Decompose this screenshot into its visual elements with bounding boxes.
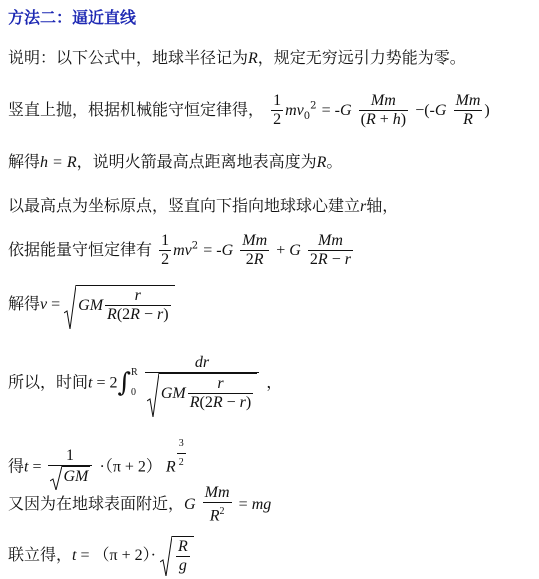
section-heading: 方法二：逼近直线	[8, 8, 137, 27]
final-result-line: 联立得，t = （π + 2）· $\frac{R}{g}$	[8, 536, 194, 575]
explanation-line	[8, 48, 466, 69]
height-equation: h = R	[40, 154, 77, 171]
energy-conservation-line: 依据能量守恒定律有 $\frac{1}{2}$ $mv^2 = -G$ $\frac{Mm}{2R}$ + G $\frac{Mm}{2R - r}$	[8, 232, 351, 268]
result-intro: 得	[8, 456, 25, 476]
half-fraction: $\frac{1}{2}$	[273, 92, 282, 128]
axis-variable: r	[360, 198, 367, 215]
gravity-intro: 又因为在地球表面附近，	[8, 494, 185, 514]
potential-fraction-1: $\frac{Mm}{(R + h)}$	[360, 92, 407, 128]
result-tail: 。	[326, 152, 343, 171]
time-tail: ，	[266, 372, 283, 392]
potential-fraction-2: $\frac{Mm}{R}$	[455, 92, 481, 128]
result-text: ，说明火箭最高点距离地表高度为	[76, 152, 317, 171]
velocity-line: 解得v = GM $\frac{r}{R(2R - r)}$	[8, 285, 175, 324]
energy-equation-line: 竖直上抛，根据机械能守恒定律得， $\frac{1}{2}$ $mv_0^2 = -G$ $\frac{Mm}{(R + h)}$ −(-G $\frac{Mm}{R}$ )	[8, 92, 490, 128]
velocity-intro: 解得	[8, 294, 41, 313]
height-variable: R	[316, 154, 327, 171]
velocity-sqrt: GM $\frac{r}{R(2R - r)}$	[64, 285, 174, 324]
height-result-line	[8, 152, 342, 173]
conservation-intro: 依据能量守恒定律有	[8, 240, 153, 259]
energy-intro: 竖直上抛，根据机械能守恒定律得，	[8, 100, 265, 119]
axis-text: 以最高点为坐标原点，竖直向下指向地球球心建立	[8, 196, 361, 215]
axis-tail: 轴，	[366, 196, 399, 215]
axis-line	[8, 196, 398, 217]
radius-variable: R	[248, 50, 258, 67]
result-head: 解得	[8, 152, 41, 171]
final-intro: 联立得，	[8, 545, 73, 564]
explanation-text: 说明：以下公式中，地球半径记为	[8, 48, 249, 67]
time-intro: 所以，时间	[8, 372, 89, 392]
time-result-line: 得t = $\frac{1}{GM}$ ·（π + 2） R $\frac{3}{2}$	[8, 435, 188, 486]
explanation-tail: ，规定无穷远引力势能为零。	[257, 48, 466, 67]
time-integral-line: 所以，时间t = 2∫ R 0 dr GM $\frac{r}{R(2R - r)}$ ，	[8, 354, 282, 412]
gravity-line: 又因为在地球表面附近，G $\frac{Mm}{R^2}$ = mg	[8, 484, 272, 525]
